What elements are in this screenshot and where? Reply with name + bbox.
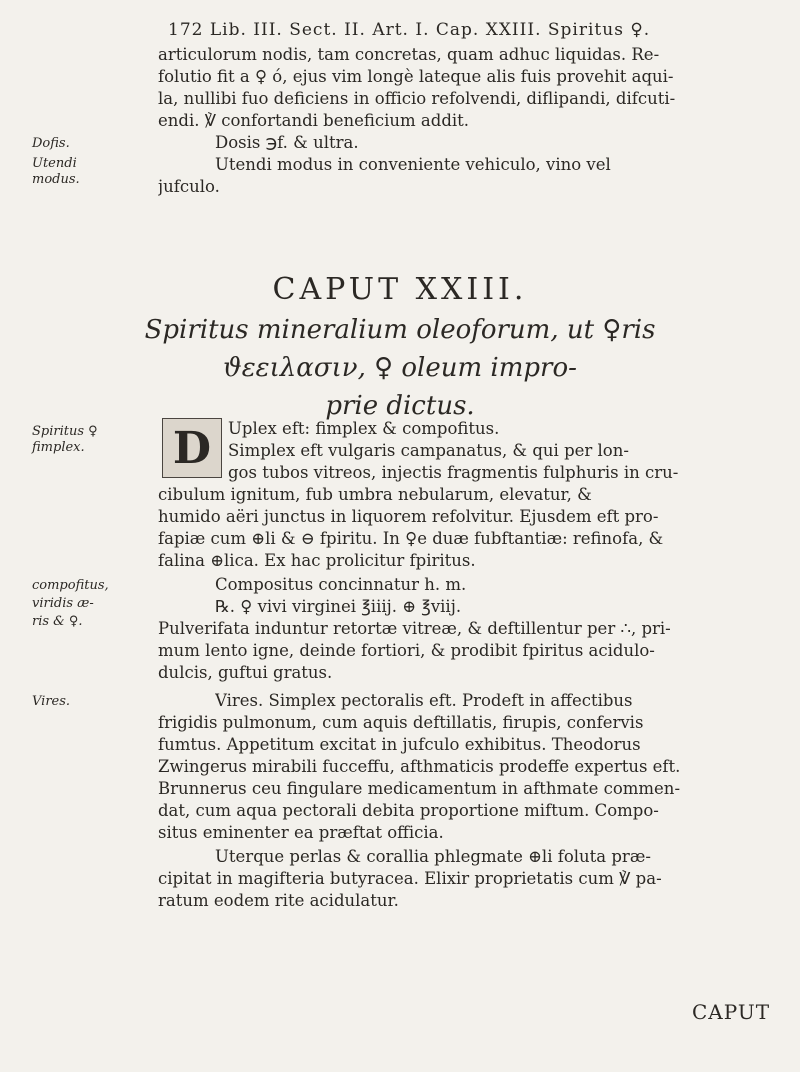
text-line: gos tubos vitreos, injectis fragmentis fulphuris in cru- <box>228 463 679 482</box>
text-line: Pulverifata induntur retortæ vitreæ, & deftillentur per ∴, pri- <box>158 619 671 638</box>
text-line: Uplex eft: fimplex & compofitus. <box>228 419 500 438</box>
text-line: situs eminenter ea præftat officia. <box>158 823 444 842</box>
chapter-heading: CAPUT XXIII. <box>272 272 528 307</box>
margin-note-utendi: Utendi <box>32 156 77 171</box>
text-line: jufculo. <box>158 177 220 196</box>
margin-note-dosis: Dofis. <box>32 136 70 151</box>
drop-cap: D <box>162 418 222 478</box>
text-line: cibulum ignitum, fub umbra nebularum, elevatur, & <box>158 485 592 504</box>
vires-line: Vires. Simplex pectoralis eft. Prodeft in affectibus <box>215 691 633 710</box>
margin-note-vires: Vires. <box>32 694 71 709</box>
text-line: folutio fit a ♀ ó, ejus vim longè lateque alis fuis provehit aqui- <box>158 67 674 86</box>
text-line: Simplex eft vulgaris campanatus, & qui per lon- <box>228 441 629 460</box>
chapter-title-line: ϑεειλασιν, ♀ oleum impro- <box>223 353 577 383</box>
text-line: mum lento igne, deinde fortiori, & prodibit fpiritus acidulo- <box>158 641 655 660</box>
margin-note-aeris: ris & ♀. <box>32 614 83 629</box>
text-line: dulcis, guftui gratus. <box>158 663 333 682</box>
text-line: Brunnerus ceu fingulare medicamentum in afthmate commen- <box>158 779 681 798</box>
text-line: endi. ℣ confortandi beneficium addit. <box>158 111 470 130</box>
recipe-line: ℞. ♀ vivi virginei ℥iiij. ⊕ ℥viij. <box>215 597 462 616</box>
margin-note-fimplex: fimplex. <box>32 440 85 455</box>
text-line: falina ⊕lica. Ex hac prolicitur fpiritus. <box>158 551 476 570</box>
text-line: la, nullibi fuo deficiens in officio refolvendi, diflipandi, difcuti- <box>158 89 676 108</box>
text-line: dat, cum aqua pectorali debita proportione miftum. Compo- <box>158 801 659 820</box>
text-line: fapiæ cum ⊕li & ⊖ fpiritu. In ♀e duæ fubftantiæ: refinofa, & <box>158 529 664 548</box>
text-line: Uterque perlas & corallia phlegmate ⊕li foluta præ- <box>215 847 651 866</box>
margin-note-viridis: viridis æ- <box>32 596 94 611</box>
running-head: 172 Lib. III. Sect. II. Art. I. Cap. XXIII. Spiritus ♀. <box>168 20 651 40</box>
catchword: CAPUT <box>692 1000 771 1024</box>
chapter-title-line: Spiritus mineralium oleoforum, ut ♀ris <box>144 315 656 345</box>
text-line: frigidis pulmonum, cum aquis deftillatis, firupis, confervis <box>158 713 644 732</box>
dosis-line: Dosis ℈f. & ultra. <box>215 133 359 152</box>
text-line: fumtus. Appetitum excitat in jufculo exhibitus. Theodorus <box>158 735 641 754</box>
margin-note-spiritus: Spiritus ♀ <box>32 424 98 439</box>
text-line: Zwingerus mirabili fucceffu, afthmaticis prodeffe expertus eft. <box>158 757 681 776</box>
margin-note-modus: modus. <box>32 172 80 187</box>
margin-note-compofitus: compofitus, <box>32 578 109 593</box>
text-line: humido aëri junctus in liquorem refolvitur. Ejusdem eft pro- <box>158 507 659 526</box>
chapter-title-line: prie dictus. <box>325 391 475 421</box>
text-line: cipitat in magifteria butyracea. Elixir proprietatis cum ℣ pa- <box>158 869 662 888</box>
utendi-line: Utendi modus in conveniente vehiculo, vino vel <box>215 155 611 174</box>
text-line: articulorum nodis, tam concretas, quam adhuc liquidas. Re- <box>158 45 660 64</box>
text-line: ratum eodem rite acidulatur. <box>158 891 399 910</box>
compositus-line: Compositus concinnatur h. m. <box>215 575 467 594</box>
